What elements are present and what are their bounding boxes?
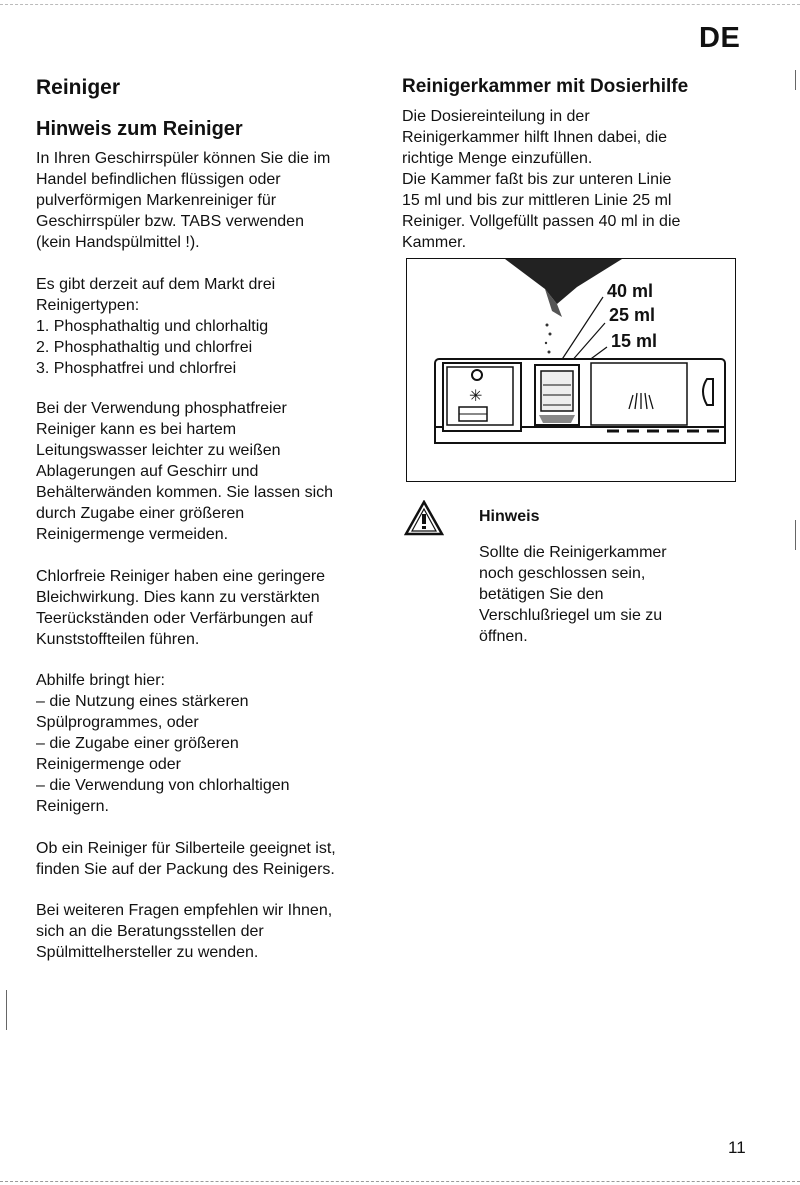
text-line: Leitungswasser leichter zu weißen (36, 442, 281, 459)
text-line: (kein Handspülmittel !). (36, 234, 200, 251)
list-item: 3. Phosphatfrei und chlorfrei (36, 360, 237, 377)
paragraph-chlorine (36, 566, 325, 650)
detergent-pile (539, 415, 575, 423)
text-line: Reiniger. Vollgefüllt passen 40 ml in die (402, 213, 681, 230)
prewash-area (591, 363, 687, 425)
text-line: 15 ml und bis zur mittleren Linie 25 ml (402, 192, 672, 209)
list-item: Spülprogrammes, oder (36, 714, 199, 731)
bottom-scan-rule (0, 1181, 800, 1182)
text-line: sich an die Beratungsstellen der (36, 923, 264, 940)
text-line: Teerückständen oder Verfärbungen auf (36, 610, 313, 627)
text-line: Reinigertypen: (36, 297, 140, 314)
note-text (479, 542, 667, 647)
text-line: Die Dosiereinteilung in der (402, 108, 590, 125)
text-line: Abhilfe bringt hier: (36, 672, 165, 689)
text-line: Ablagerungen auf Geschirr und (36, 463, 259, 480)
page-number: 11 (728, 1138, 746, 1157)
chamber-title: Reinigerkammer mit Dosierhilfe (402, 76, 689, 97)
text-line: Sollte die Reinigerkammer (479, 544, 667, 561)
scan-edge-mark (6, 990, 7, 1030)
paragraph-types (36, 274, 275, 379)
note-heading: Hinweis (479, 508, 540, 525)
scan-edge-mark (795, 520, 796, 550)
text-line: Chlorfreie Reiniger haben eine geringere (36, 568, 326, 585)
paragraph-intro (36, 148, 330, 253)
text-line: Bleichwirkung. Dies kann zu verstärkten (36, 589, 320, 606)
paragraph-remedy (36, 670, 290, 817)
paragraph-questions (36, 900, 332, 963)
list-item: – die Zugabe einer größeren (36, 735, 239, 752)
label-25-ml: 25 ml (609, 305, 656, 325)
text-line: Reinigerkammer hilft Ihnen dabei, die (402, 129, 668, 146)
list-item: – die Nutzung eines stärkeren (36, 693, 249, 710)
label-15-ml: 15 ml (611, 331, 658, 351)
scan-edge-mark (795, 70, 796, 90)
text-line: Reinigermenge vermeiden. (36, 526, 229, 543)
text-line: pulverförmigen Markenreiniger für (36, 192, 277, 209)
text-line: Es gibt derzeit auf dem Markt drei (36, 276, 276, 293)
detergent-chamber-illustration (407, 259, 734, 480)
list-item: Reinigern. (36, 798, 109, 815)
text-line: durch Zugabe einer größeren (36, 505, 245, 522)
text-line: finden Sie auf der Packung des Reinigers. (36, 861, 335, 878)
language-label: DE (699, 22, 741, 54)
text-line: öffnen. (479, 628, 528, 645)
text-line: richtige Menge einzufüllen. (402, 150, 593, 167)
text-line: noch geschlossen sein, (479, 565, 646, 582)
text-line: betätigen Sie den (479, 586, 604, 603)
detergent-pour-shape (505, 259, 622, 304)
text-line: In Ihren Geschirrspüler können Sie die im (36, 150, 331, 167)
label-40-ml: 40 ml (607, 281, 654, 301)
section-title: Reiniger (36, 76, 121, 99)
text-line: Behälterwänden kommen. Sie lassen sich (36, 484, 334, 501)
text-line: Geschirrspüler bzw. TABS verwenden (36, 213, 304, 230)
subheading: Hinweis zum Reiniger (36, 118, 243, 140)
text-line: Kunststoffteilen führen. (36, 631, 200, 648)
indicator-dot (472, 370, 482, 380)
top-scan-rule (0, 4, 800, 5)
text-line: Bei weiteren Fragen empfehlen wir Ihnen, (36, 902, 333, 919)
paragraph-silver (36, 838, 336, 880)
warning-triangle-icon (404, 500, 444, 536)
paragraph-phosphate (36, 398, 333, 545)
text-line: Die Kammer faßt bis zur unteren Linie (402, 171, 672, 188)
list-item: 2. Phosphathaltig und chlorfrei (36, 339, 253, 356)
paragraph-chamber (402, 106, 680, 253)
text-line: Verschlußriegel um sie zu (479, 607, 663, 624)
text-line: Spülmittelhersteller zu wenden. (36, 944, 259, 961)
text-line: Kammer. (402, 234, 467, 251)
text-line: Handel befindlichen flüssigen oder (36, 171, 281, 188)
sun-symbol-icon: ✳ (469, 386, 483, 405)
text-line: Reiniger kann es bei hartem (36, 421, 237, 438)
list-item: Reinigermenge oder (36, 756, 181, 773)
detergent-chamber-figure (406, 258, 736, 482)
text-line: Ob ein Reiniger für Silberteile geeignet ist, (36, 840, 336, 857)
list-item: 1. Phosphathaltig und chlorhaltig (36, 318, 269, 335)
text-line: Bei der Verwendung phosphatfreier (36, 400, 287, 417)
lock-latch (703, 379, 713, 405)
list-item: – die Verwendung von chlorhaltigen (36, 777, 290, 794)
